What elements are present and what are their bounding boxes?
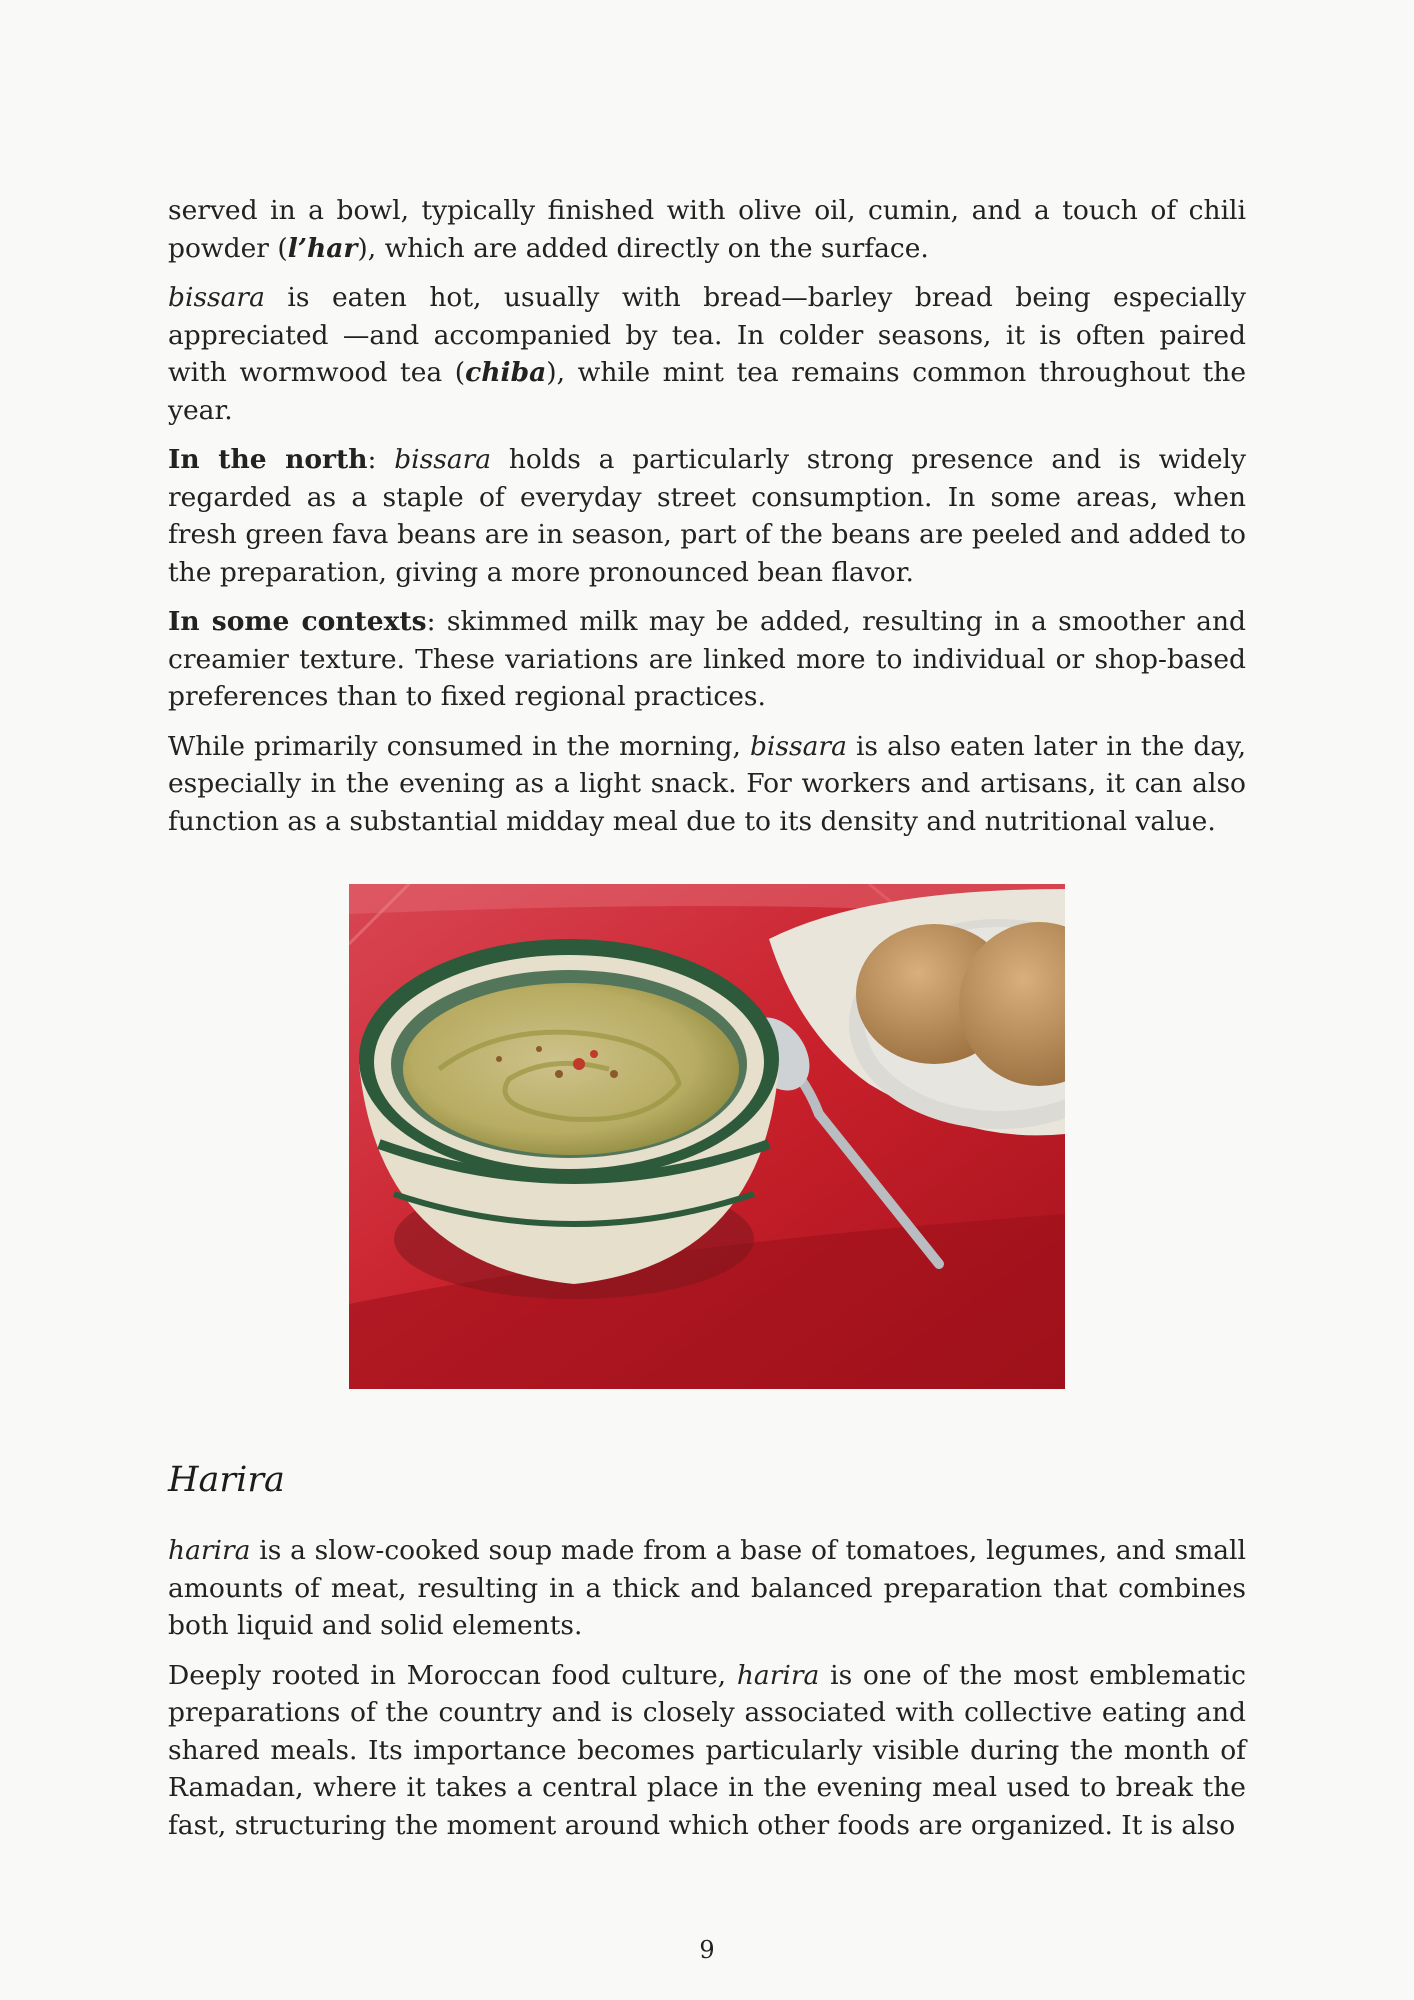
text-run: is eaten hot, usually with bread—barley bread being especially appreciated —and accompanied by tea. In colder seasons, it is often paired with wormwood tea ( [168, 282, 1246, 388]
bissara-photo [349, 884, 1065, 1389]
paragraph [168, 279, 1246, 429]
paragraph [168, 441, 1246, 591]
text-run: is a slow-cooked soup made from a base of tomatoes, legumes, and small amounts of meat, resulting in a thick and balanced preparation that combines both liquid and solid elements. [168, 1535, 1246, 1641]
text-run: harira [736, 1659, 820, 1691]
text-run: : skimmed milk may be added, resulting in a smoother and creamier texture. These variations are linked more to individual or shop-based preferences than to fixed regional practices. [168, 606, 1246, 712]
text-run: is one of the most emblematic preparations of the country and is closely associated with collective eating and shared meals. Its importance becomes particularly visible during the month of Ramadan, where it takes a central place in the evening meal used to break the fast, structuring the moment around which other foods are organized. It is also [168, 1659, 1247, 1841]
text-run: is also eaten later in the day, especially in the evening as a light snack. For workers and artisans, it can also function as a substantial midday meal due to its density and nutritional value. [168, 730, 1246, 837]
paragraph [168, 192, 1246, 267]
text-run: harira [168, 1535, 251, 1566]
text-run: l’har [287, 232, 358, 264]
paragraph [168, 1532, 1246, 1645]
paragraph [168, 1657, 1246, 1845]
text-run: holds a particularly strong presence and is widely regarded as a staple of everyday street consumption. In some areas, when fresh green fava beans are in season, part of the beans are peeled and added to the preparation, giving a more pronounced bean flavor. [168, 444, 1246, 588]
body-text-bottom [168, 1532, 1246, 1856]
text-run: served in a bowl, typically finished with olive oil, cumin, and a touch of chili powder ( [168, 195, 1246, 264]
section-heading: Harira [168, 1460, 285, 1500]
text-run: chiba [465, 357, 547, 388]
text-run: In some contexts [168, 606, 427, 637]
text-run: ), which are added directly on the surface. [357, 232, 929, 264]
body-text-top [168, 192, 1246, 852]
paragraph [168, 728, 1246, 841]
paragraph [168, 603, 1246, 716]
text-run: bissara [749, 730, 847, 762]
text-run: In the north [168, 444, 368, 475]
page-number: 9 [699, 1936, 715, 1964]
text-run: Deeply rooted in Moroccan food culture, [168, 1659, 737, 1691]
text-run: While primarily consumed in the morning, [168, 730, 750, 762]
text-run: bissara [168, 282, 265, 313]
text-run: ), while mint tea remains common throughout the year. [168, 357, 1247, 426]
text-run: bissara [394, 444, 492, 475]
bissara-soup [403, 983, 739, 1155]
text-run: : [367, 444, 395, 475]
